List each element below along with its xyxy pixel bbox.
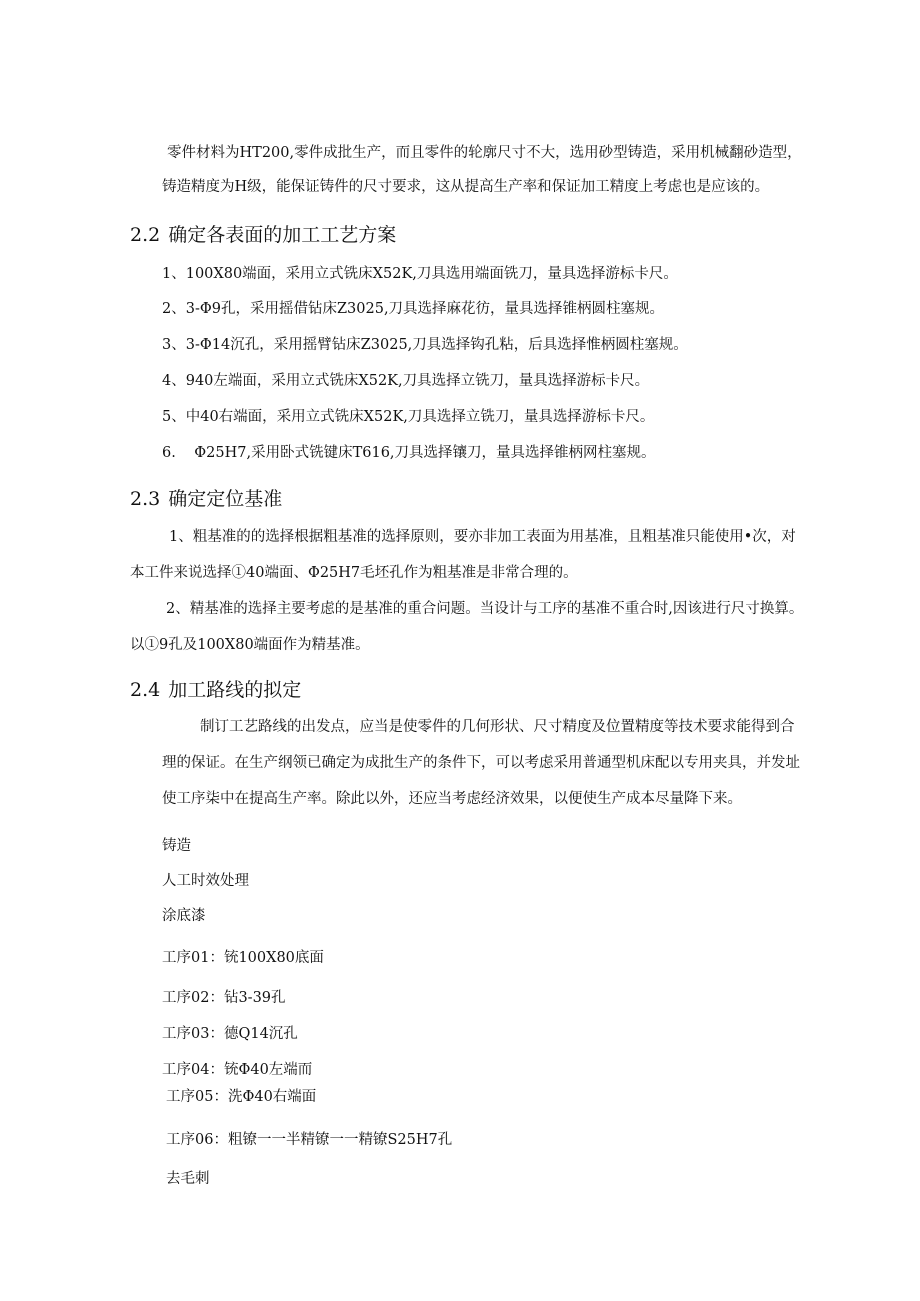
list-item: 1、100X80端面，采用立式铣床X52K,刀具选用端面铣刀，量具选择游标卡尺。 <box>162 266 678 282</box>
paragraph-line: 本工件来说选择①40端面、Φ25H7毛坯孔作为粗基准是非常合理的。 <box>130 565 578 581</box>
intro-line-1: 零件材料为HT200,零件成批生产，而且零件的轮廓尺寸不大，选用砂型铸造，采用机械翻砂造型， <box>167 145 802 161</box>
list-item: 4、940左端面，采用立式铣床X52K,刀具选择立铣刀，量具选择游标卡尺。 <box>162 373 650 389</box>
list-item: 3、3-Φ14沉孔，采用摇臂钻床Z3025,刀具选择钩孔粘，后具选择惟柄圆柱塞规。 <box>162 337 688 353</box>
section-number: 2.3 <box>130 488 161 510</box>
process-step: 工序03：德Q14沉孔 <box>162 1026 298 1042</box>
intro-line-2: 铸造精度为H级，能保证铸件的尺寸要求，这从提高生产率和保证加工精度上考虑也是应该的。 <box>162 179 770 195</box>
paragraph-line: 以①9孔及100X80端面作为精基准。 <box>130 637 370 653</box>
section-number: 2.4 <box>130 679 161 701</box>
process-step: 工序05：洗Φ40右端面 <box>166 1089 317 1105</box>
section-2-2-heading <box>130 222 396 248</box>
process-step: 涂底漆 <box>162 908 206 924</box>
section-title: 确定定位基准 <box>168 488 283 510</box>
list-item: 5、中40右端面，采用立式铣床X52K,刀具选择立铣刀，量具选择游标卡尺。 <box>162 409 655 425</box>
section-2-4-heading <box>130 677 301 703</box>
section-title: 确定各表面的加工工艺方案 <box>168 224 397 246</box>
process-step: 铸造 <box>162 838 191 854</box>
process-step: 工序06：粗镣一一半精镣一一精镣S25H7孔 <box>166 1132 453 1148</box>
process-step: 工序02：钻3-39孔 <box>162 990 286 1006</box>
process-step: 去毛刺 <box>166 1171 210 1187</box>
list-item: 2、3-Φ9孔，采用摇借钻床Z3025,刀具选择麻花彷，量具选择锥柄圆柱塞规。 <box>162 301 665 317</box>
paragraph-line: 制订工艺路线的出发点，应当是使零件的几何形状、尺寸精度及位置精度等技术要求能得到合 <box>200 719 795 735</box>
section-2-3-heading <box>130 486 282 512</box>
paragraph-line: 2、精基准的选择主要考虑的是基准的重合问题。当设计与工序的基准不重合时,因该进行尺寸换算。 <box>166 601 804 617</box>
list-item: 6. Φ25H7,采用卧式铣键床T616,刀具选择镶刀，量具选择锥柄网柱塞规。 <box>162 445 656 461</box>
section-number: 2.2 <box>130 224 161 246</box>
process-step: 工序01：铳100X80底面 <box>162 950 324 966</box>
process-step: 人工时效处理 <box>162 873 249 889</box>
section-title: 加工路线的拟定 <box>168 679 302 701</box>
paragraph-line: 理的保证。在生产纲领已确定为成批生产的条件下，可以考虑采用普通型机床配以专用夹具，并发址 <box>162 755 800 771</box>
paragraph-line: 使工序柒中在提高生产率。除此以外，还应当考虑经济效果，以便使生产成本尽量降下来。 <box>162 791 742 807</box>
process-step: 工序04：铳Φ40左端而 <box>162 1062 313 1078</box>
paragraph-line: 1、粗基准的的选择根据粗基准的选择原则，要亦非加工表面为用基准，且粗基准只能使用•次，对 <box>169 529 796 545</box>
